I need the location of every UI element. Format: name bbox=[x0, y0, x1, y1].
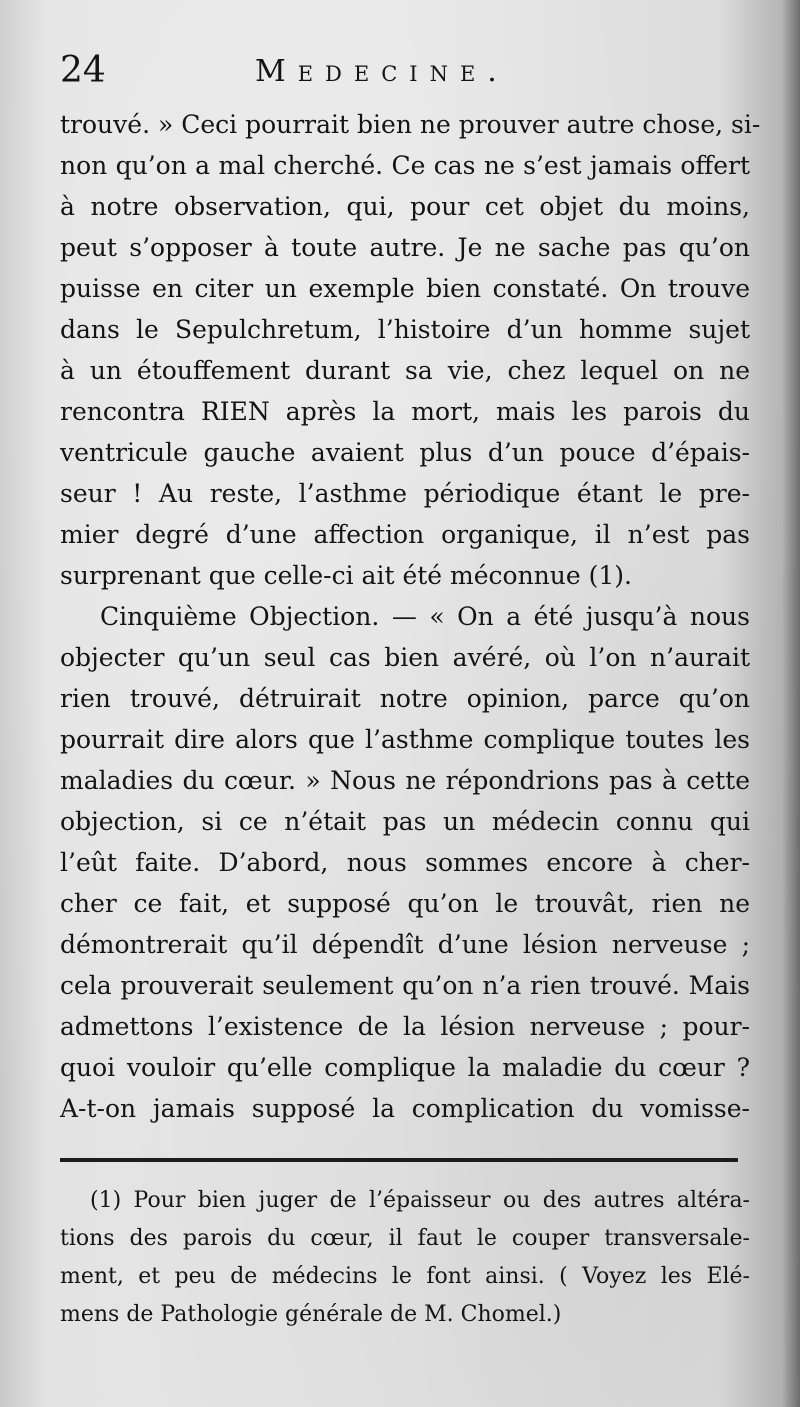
footnote-line: ment, et peu de médecins le font ainsi. ( Voyez les Elé- bbox=[60, 1264, 750, 1289]
text-line: cher ce fait, et supposé qu’on le trouvât, rien ne bbox=[60, 889, 750, 918]
body-text bbox=[60, 104, 761, 1129]
text-line: seur ! Au reste, l’asthme périodique étant le pre- bbox=[60, 479, 750, 508]
text-line: à un étouffement durant sa vie, chez lequel on ne bbox=[60, 356, 750, 385]
text-line: l’eût faite. D’abord, nous sommes encore à cher- bbox=[60, 848, 750, 877]
footnote-divider bbox=[60, 1158, 738, 1162]
text-line: quoi vouloir qu’elle complique la maladie du cœur ? bbox=[60, 1053, 750, 1082]
text-line: A-t-on jamais supposé la complication du vomisse- bbox=[60, 1094, 750, 1123]
running-head bbox=[60, 48, 750, 98]
footnote-line: (1) Pour bien juger de l’épaisseur ou des autres altéra- bbox=[90, 1188, 750, 1213]
footnote-line: tions des parois du cœur, il faut le couper transversale- bbox=[60, 1226, 750, 1251]
text-line: rencontra RIEN après la mort, mais les parois du bbox=[60, 397, 750, 426]
text-line: dans le Sepulchretum, l’histoire d’un homme sujet bbox=[60, 315, 750, 344]
text-line: ventricule gauche avaient plus d’un pouce d’épais- bbox=[60, 438, 750, 467]
text-line: mier degré d’une affection organique, il n’est pas bbox=[60, 520, 750, 549]
text-line: objecter qu’un seul cas bien avéré, où l’on n’aurait bbox=[60, 643, 750, 672]
text-line: puisse en citer un exemple bien constaté. On trouve bbox=[60, 274, 750, 303]
text-line: cela prouverait seulement qu’on n’a rien trouvé. Mais bbox=[60, 971, 750, 1000]
running-title: Medecine. bbox=[255, 54, 509, 89]
text-line: démontrerait qu’il dépendît d’une lésion nerveuse ; bbox=[60, 930, 750, 959]
page-number: 24 bbox=[60, 50, 106, 91]
footnote bbox=[60, 1182, 750, 1334]
footnote-line: mens de Pathologie générale de M. Chomel.) bbox=[60, 1302, 562, 1327]
text-line: objection, si ce n’était pas un médecin connu qui bbox=[60, 807, 750, 836]
text-line: à notre observation, qui, pour cet objet du moins, bbox=[60, 192, 750, 221]
text-line: pourrait dire alors que l’asthme complique toutes les bbox=[60, 725, 750, 754]
text-line: Cinquième Objection. — « On a été jusqu’à nous bbox=[100, 602, 750, 631]
text-line: rien trouvé, détruirait notre opinion, parce qu’on bbox=[60, 684, 750, 713]
text-line: maladies du cœur. » Nous ne répondrions pas à cette bbox=[60, 766, 750, 795]
text-line: peut s’opposer à toute autre. Je ne sache pas qu’on bbox=[60, 233, 750, 262]
text-line: non qu’on a mal cherché. Ce cas ne s’est jamais offert bbox=[60, 151, 750, 180]
text-line: surprenant que celle-ci ait été méconnue (1). bbox=[60, 561, 632, 590]
text-line: trouvé. » Ceci pourrait bien ne prouver autre chose, si- bbox=[60, 110, 761, 139]
text-line: admettons l’existence de la lésion nerveuse ; pour- bbox=[60, 1012, 750, 1041]
